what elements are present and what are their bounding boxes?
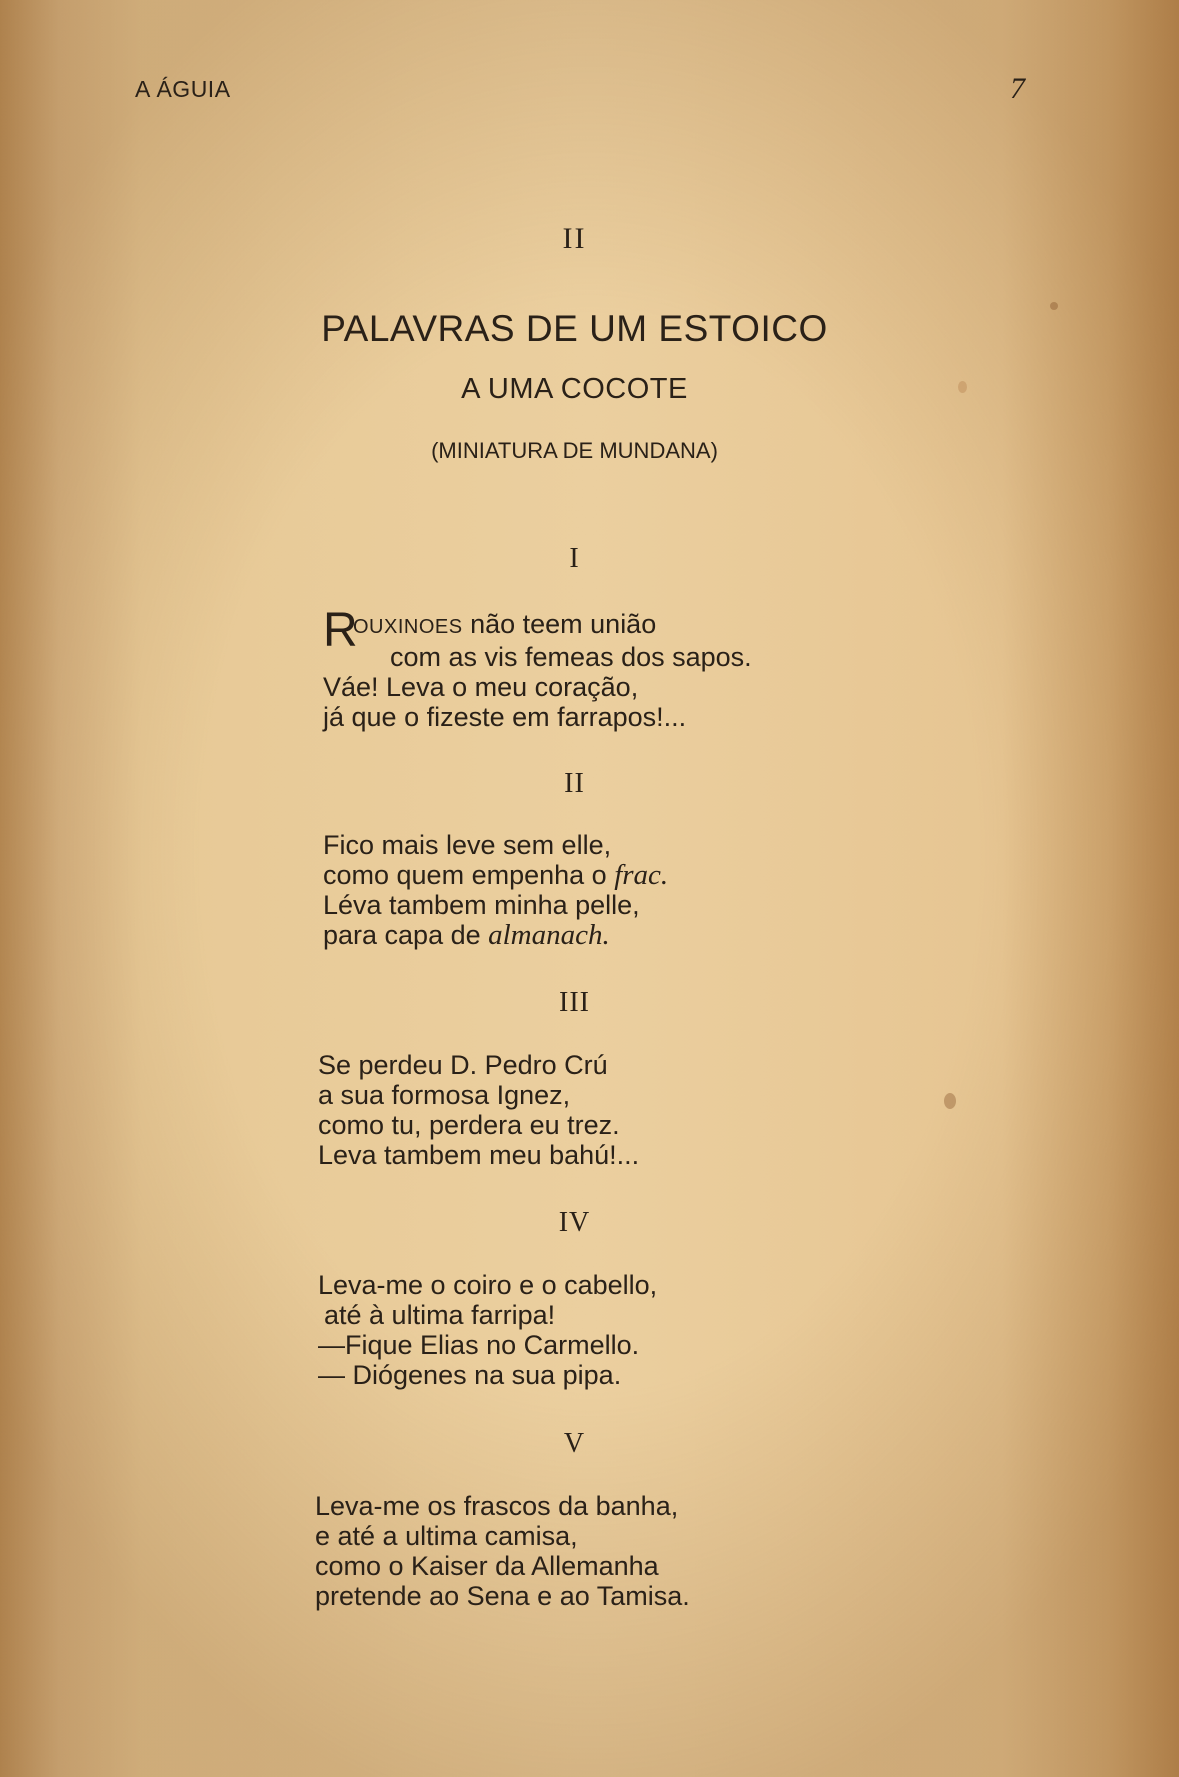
poem-line: e até a ultima camisa,	[315, 1521, 578, 1551]
stanza	[323, 830, 668, 950]
poem-line	[323, 920, 668, 950]
poem-line: Se perdeu D. Pedro Crú	[318, 1050, 608, 1080]
stanza-numeral: IV	[558, 1207, 591, 1238]
stanza-numeral: V	[563, 1428, 586, 1459]
poem-line: pretende ao Sena e ao Tamisa.	[315, 1581, 690, 1611]
poem-line: Léva tambem minha pelle,	[323, 890, 640, 920]
poem-line	[323, 860, 668, 890]
poem-line: Leva tambem meu bahú!...	[318, 1140, 640, 1170]
poem-line: Váe! Leva o meu coração,	[323, 672, 639, 702]
drop-cap: R	[323, 604, 358, 657]
poem-line: Leva-me os frascos da banha,	[315, 1491, 679, 1521]
poem-line: Fico mais leve sem elle,	[323, 830, 612, 860]
poem-line: —Fique Elias no Carmello.	[318, 1330, 640, 1360]
stanza	[315, 1491, 690, 1611]
poem-subsubtitle: (MINIATURA DE MUNDANA)	[431, 438, 718, 463]
stanza	[318, 1050, 639, 1170]
stanza	[318, 1270, 657, 1390]
stanza-numeral: I	[569, 543, 580, 574]
poem-line: Leva-me o coiro e o cabello,	[318, 1270, 658, 1300]
poem-line: como o Kaiser da Allemanha	[315, 1551, 659, 1581]
small-caps-word: OUXINOES	[353, 616, 463, 638]
poem-line: como tu, perdera eu trez.	[318, 1110, 620, 1140]
poem-subtitle: A UMA COCOTE	[461, 373, 688, 405]
poem-line: já que o fizeste em farrapos!...	[323, 702, 687, 732]
poem-line: a sua formosa Ignez,	[318, 1080, 571, 1110]
line-text: como quem empenha o	[323, 860, 615, 890]
section-numeral: II	[562, 222, 587, 255]
stanza	[323, 604, 1179, 732]
page-number: 7	[1010, 72, 1025, 105]
line-text: não teem união	[462, 609, 657, 639]
poem-line: com as vis femeas dos sapos.	[390, 642, 752, 672]
stanza-numeral: II	[564, 768, 585, 799]
stanza-numeral: III	[559, 987, 590, 1018]
italic-word: frac.	[614, 859, 669, 891]
poem-title: PALAVRAS DE UM ESTOICO	[321, 308, 828, 349]
poem-line	[323, 609, 1179, 642]
italic-word: almanach.	[488, 919, 610, 951]
running-title: A ÁGUIA	[135, 76, 231, 102]
line-text: para capa de	[323, 920, 489, 950]
paper-stain	[944, 1093, 956, 1109]
poem-line: até à ultima farripa!	[324, 1300, 556, 1330]
poem-line: — Diógenes na sua pipa.	[318, 1360, 622, 1390]
